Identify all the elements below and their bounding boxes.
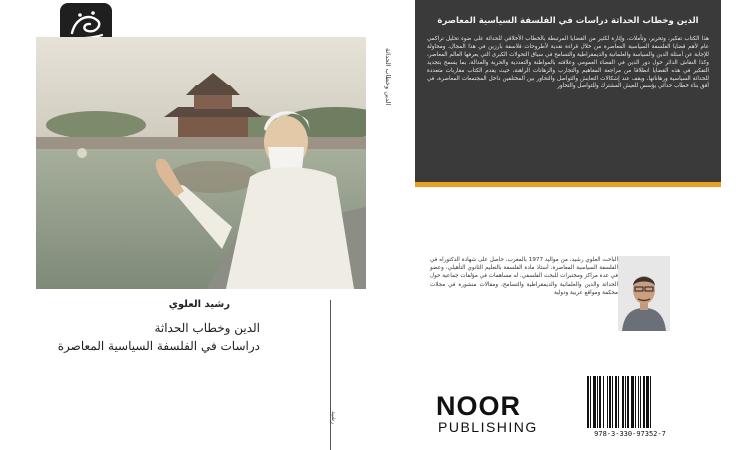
spine-title: الدين وخطاب الحداثة — [384, 48, 392, 106]
back-summary-panel — [415, 0, 721, 182]
isbn-number: 978-3-330-97352-7 — [594, 430, 666, 438]
author-photo — [618, 256, 670, 331]
back-blurb: هذا الكتاب تفكير، وتحرير، وتأملات، وإثارة لكثير من القضايا المرتبطة بالخطاب الأخلاقي للحداثة على ضوء تحليل تراكمي عام لأهم قضايا الفلسفة السياسية المعاصرة من خلال قراءة نقدية لأطروحات فلاسفة بارزين في هذا المجال، ومحاولة للإجابة عن أسئلة الدين والسياسة والعلمانية والديمقراطية والتسامح في سياق التحولات الكبرى التي يعرفها العالم المعاصر، وكذا النقاش الدائر حول دور الدين في الفضاء العمومي وعلاقته بالمواطنة والتعددية والحرية والعدالة، بما يسمح بتجديد التفكير في هذه القضايا انطلاقا من مراجعة المفاهيم والتجارب والرهانات الراهنة، حيث يقدم الكتاب مقاربات متعددة للحداثة السياسية ورهاناتها، ويقف عند إشكالات التعايش والتواصل والتحاور بين المختلفين داخل المجتمعات المعاصرة، في أفق بناء خطاب حداثي يؤسس للعيش المشترك وللتواصل والتحاور — [427, 36, 709, 90]
front-title-line1: الدين وخطاب الحداثة — [154, 321, 260, 335]
back-title: الدين وخطاب الحداثة دراسات في الفلسفة السياسية المعاصرة — [437, 16, 699, 26]
back-publisher-subtext: PUBLISHING — [438, 419, 538, 435]
author-bio: الباحث العلوي رشيد، من مواليد 1977 بالمغرب، حاصل على شهادة الدكتوراه في الفلسفة السياسية المعاصرة، أستاذ مادة الفلسفة بالتعليم الثانوي التأهيلي، وعضو في عدة مراكز ومختبرات للبحث الفلسفي، له مساهمات في مؤلفات جماعية حول الحداثة والدين والعلمانية والديمقراطية والتسامح، ومقالات منشورة في مجلات محكمة ومواقع عربية ودولية — [430, 257, 618, 296]
barcode-icon — [586, 376, 673, 428]
cover-photo — [36, 37, 366, 289]
back-cover — [410, 0, 745, 450]
front-spine-divider — [330, 300, 331, 450]
front-cover — [0, 0, 370, 450]
front-title-line2: دراسات في الفلسفة السياسية المعاصرة — [57, 339, 260, 353]
front-spine-mark: رشيد — [330, 411, 337, 424]
back-publisher-name: NOOR — [436, 391, 521, 421]
front-author: رشيد العلوي — [168, 299, 230, 310]
accent-bar — [415, 182, 721, 187]
book-spine — [370, 0, 410, 450]
